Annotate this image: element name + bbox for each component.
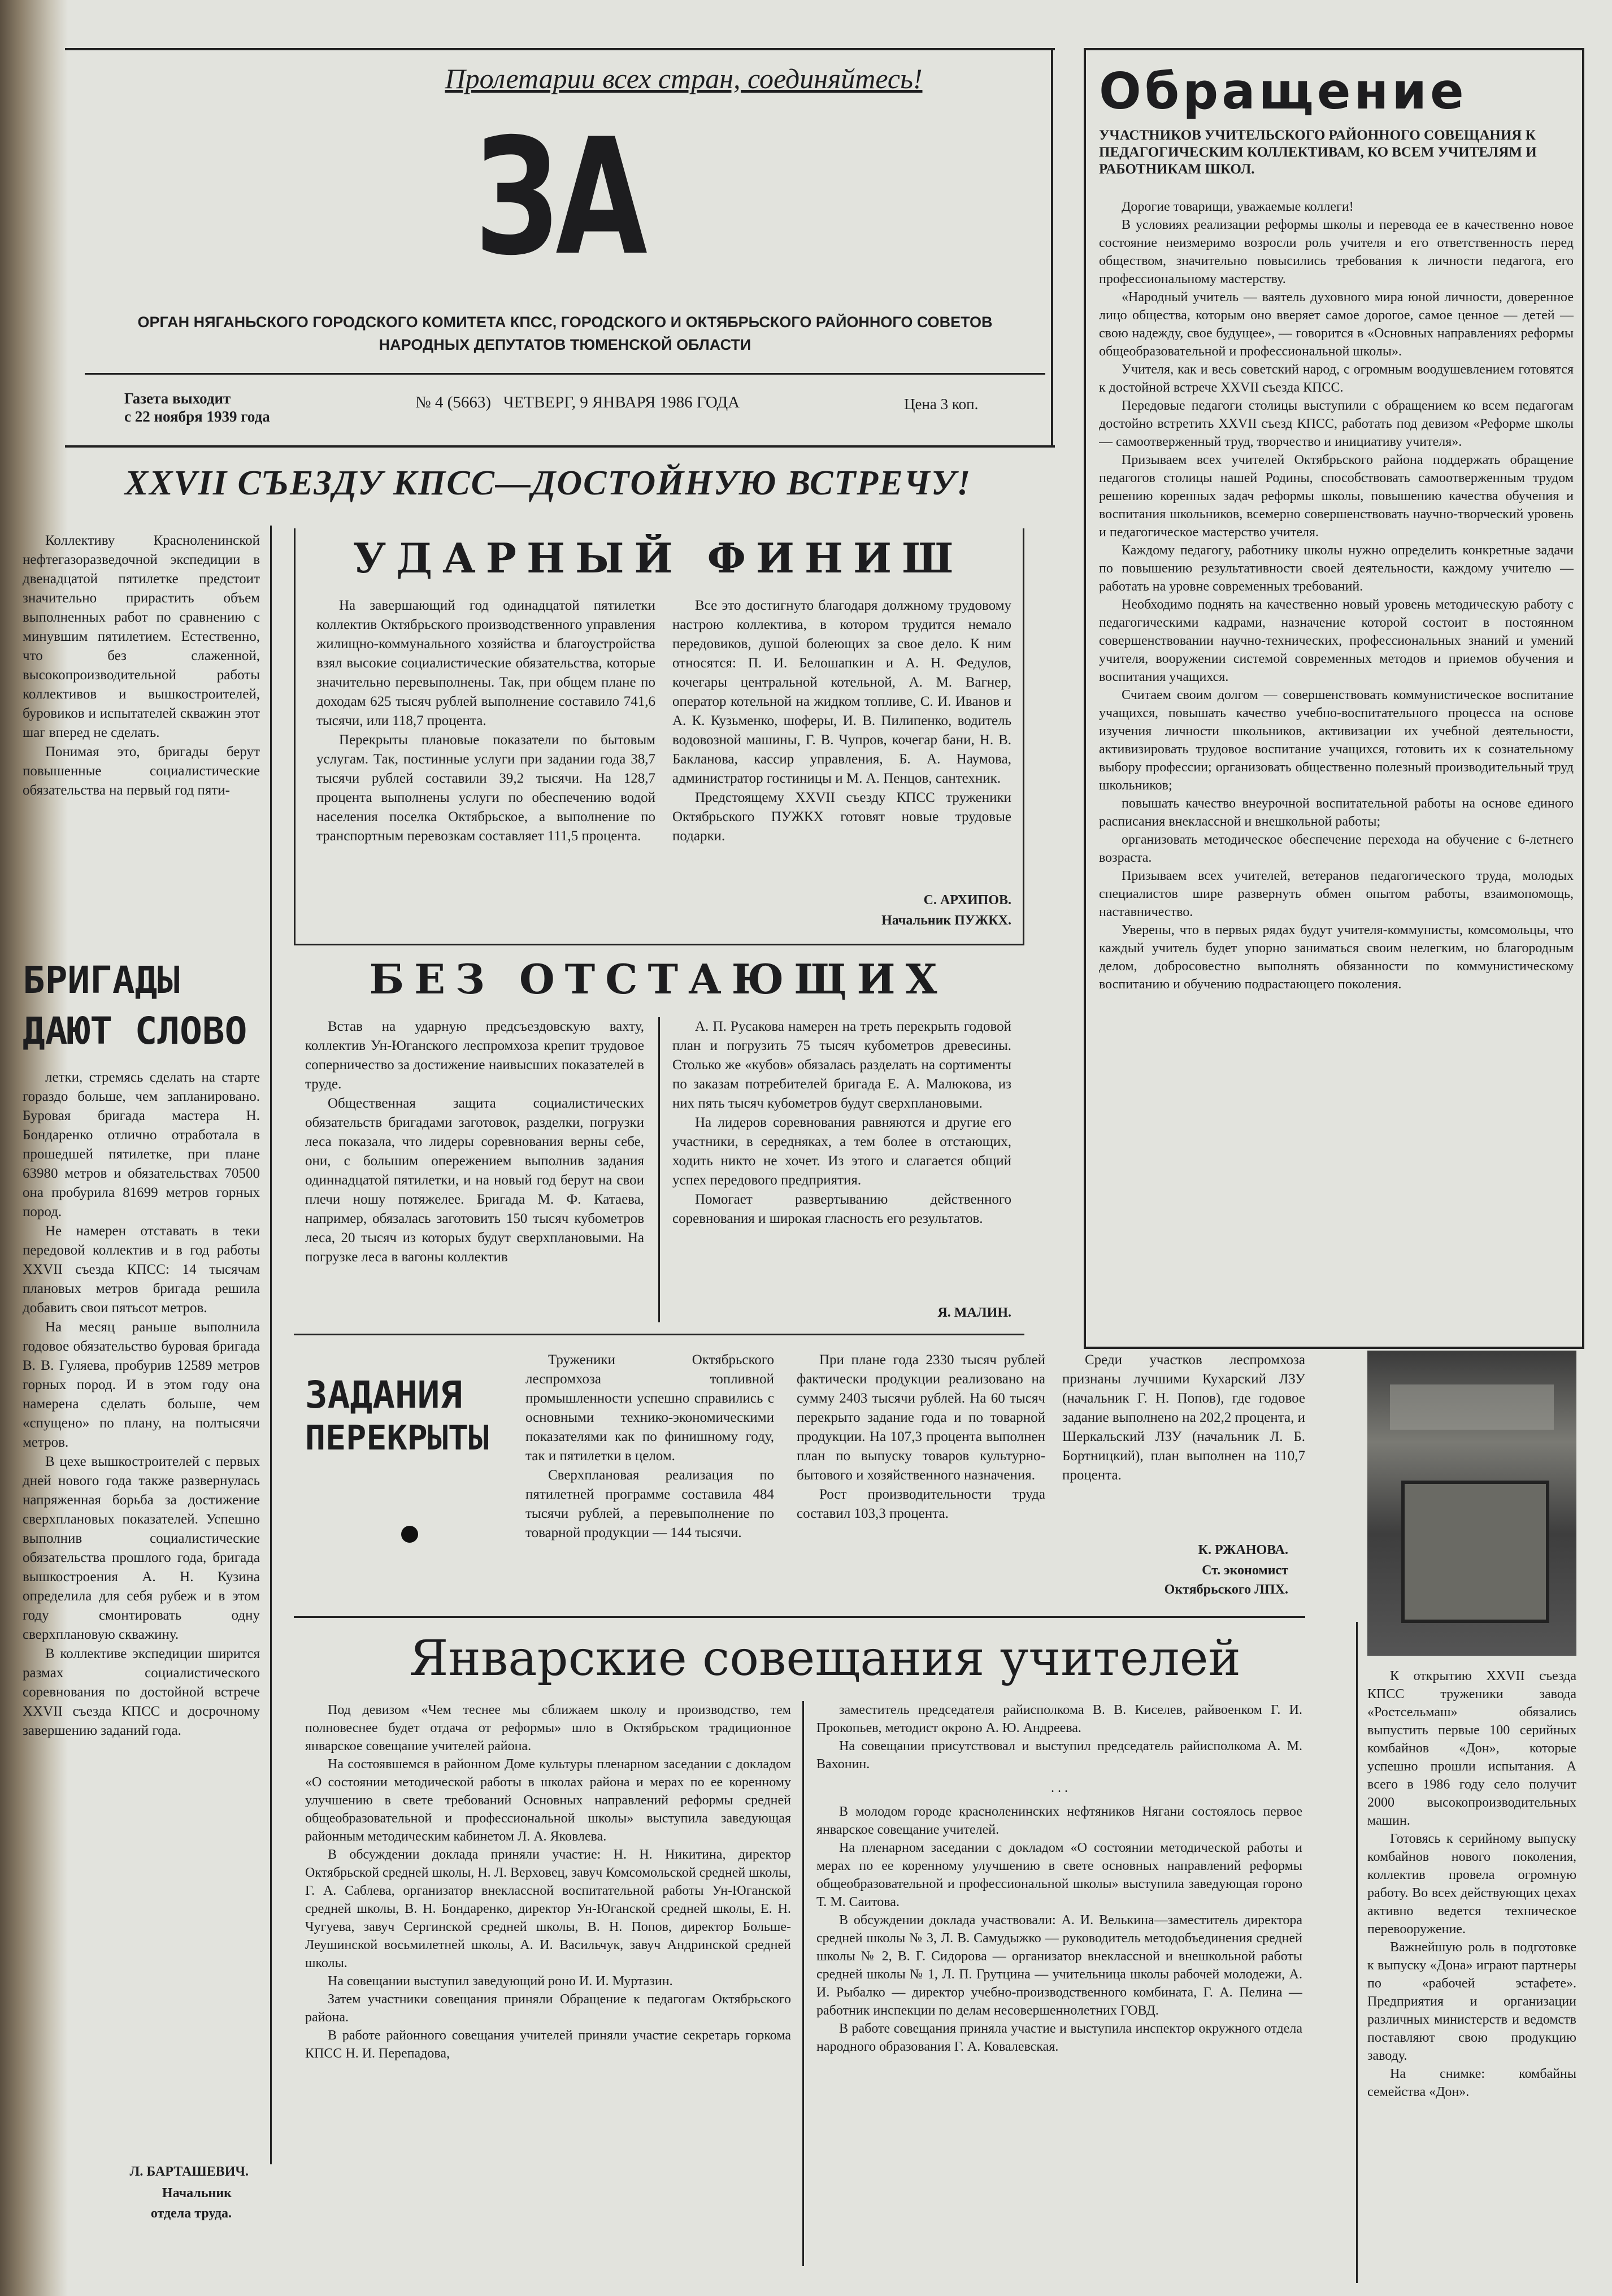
finish-box-bottom-rule	[294, 944, 1024, 945]
masthead-right-rule	[1051, 48, 1053, 446]
appeal-paragraph: организовать методическое обеспечение перехода на обучение с 6-летнего возраста.	[1099, 832, 1574, 865]
issue-price: Цена 3 коп.	[904, 396, 979, 413]
no-laggards-paragraph: На лидеров соревнования равняются и другие его участники, в середняках, а тем более в отстающих, ходить никто не хочет. Из этого и слагается общий успех передового предприятия.	[672, 1115, 1011, 1188]
left-column-signature: Л. БАРТАШЕВИЧ.	[129, 2164, 249, 2179]
appeal-paragraph: Призываем всех учителей, ветеранов педагогического труда, молодых специалистов шире развернуть обмен опытом работы, взаимопомощь, наставничество.	[1099, 869, 1574, 919]
appeal-body	[1099, 198, 1574, 1334]
no-laggards-paragraph: Помогает развертыванию действенного соревнования и широкая гласность его результатов.	[672, 1192, 1011, 1226]
no-laggards-paragraph: Встав на ударную предсъездовскую вахту, коллектив Ун-Юганского леспромхоза крепит трудовое соперничество за достижение наивысших показателей в труде.	[305, 1019, 644, 1092]
masthead-subtitle-line1: ОРГАН НЯГАНЬСКОГО ГОРОДСКОГО КОМИТЕТА КПСС, ГОРОДСКОГО И ОКТЯБРЬСКОГО РАЙОННОГО СОВЕТОВ	[137, 314, 993, 331]
teachers-column-2	[816, 1701, 1302, 2283]
finish-column-1	[316, 596, 655, 935]
left-intro-paragraph: Коллективу Красноленинской нефтегазоразведочной экспедиции в двенадцатой пятилетке предстоит значительно прирастить объем выполненных работ по сравнению с минувшим пятилетием. Естественно, что без слаженной, высокопроизводительной работы коллективов и вышкостроителей, буровиков и испытателей скважин этот шаг вперед не сделать.	[23, 533, 260, 740]
finish-paragraph: Предстоящему XXVII съезду КПСС труженики Октябрьского ПУЖКХ готовят новые трудовые подарки.	[672, 790, 1011, 844]
appeal-paragraph: «Народный учитель — ваятель духовного мира юной личности, доверенное лицо общества, которым оно вверяет самое дорогое, самое ценное — детей — свою надежду, свое будущее», — говорится в «Основных направлениях реформы общеобразовательной и профессиональной школы».	[1099, 290, 1574, 359]
no-laggards-column-divider	[658, 1017, 660, 1322]
tasks-paragraph: Сверхплановая реализация по пятилетней программе составила 484 тысячи рублей, а перевыполнение по товарной продукции — 144 тысячи.	[525, 1468, 774, 1540]
photo-caption-paragraph: На снимке: комбайны семейства «Дон».	[1367, 2067, 1576, 2099]
finish-signature: С. АРХИПОВ.	[923, 893, 1011, 908]
teachers-paragraph: На пленарном заседании с докладом «О состоянии методической работы и мерах по ее коренному улучшению в свете основных направлений реформы общеобразовательной и профессиональной школы» выступила заведующая гороно Т. М. Саитова.	[816, 1841, 1302, 1909]
appeal-left-rule	[1084, 48, 1086, 1348]
bullet-dot-icon	[401, 1526, 418, 1543]
appeal-paragraph: Учителя, как и весь советский народ, с огромным воодушевлением готовятся к достойной встрече XXVII съезда КПСС.	[1099, 362, 1574, 395]
appeal-paragraph: повышать качество внеурочной воспитательной работы на основе единого расписания внеклассной и внешкольной работы;	[1099, 796, 1574, 829]
left-body-paragraph: На месяц раньше выполнила годовое обязательство буровая бригада В. В. Гуляева, пробурив 12589 метров горных пород. И в этом году она намерена сделать больше, чем «спущено» по плану, на полтысячи метров.	[23, 1320, 260, 1450]
teachers-column-1	[305, 1701, 791, 2283]
left-body-paragraph: Не намерен отставать в теки передовой коллектив и в год работы XXVII съезда КПСС: 14 тысячам плановых метров бригада решила добавить свои пятьсот метров.	[23, 1223, 260, 1316]
tasks-heading-line1: ЗАДАНИЯ	[305, 1373, 463, 1417]
teachers-right-divider	[1356, 1622, 1358, 2283]
finish-paragraph: Все это достигнуто благодаря должному трудовому настрою коллектива, в котором трудится немало передовиков, душой болеющих за свое дело. К ним относятся: П. И. Белошапкин и А. Н. Федулов, кочегары центральной котельной, А. М. Вагнер, оператор котельной на жидком топливе, С. И. Иванов и А. К. Кузьменко, шоферы, И. В. Пилипенко, водитель водовозной машины, Г. В. Чупров, кочегар бани, Н. В. Бакланова, кассир управления, Б. А. Наумова, администратор гостиницы и М. А. Пенцов, сантехник.	[672, 598, 1011, 786]
left-column-heading: БРИГАДЫ ДАЮТ СЛОВО	[23, 958, 247, 1053]
publication-since-line2: с 22 ноября 1939 года	[124, 408, 270, 425]
finish-column-2	[672, 596, 1011, 879]
tasks-heading-line2: ПЕРЕКРЫТЫ	[305, 1418, 489, 1458]
tasks-column-1	[525, 1351, 774, 1611]
tasks-signature-title: Октябрьского ЛПХ.	[1164, 1582, 1288, 1597]
no-laggards-paragraph: А. П. Русакова намерен на треть перекрыть годовой план и погрузить 75 тысяч кубометров древесины. Столько же «кубов» обязалась разделать на сортименты по заказам потребителей бригада Е. А. Малюкова, из них пять тысяч кубометров будут сверхплановыми.	[672, 1019, 1011, 1111]
left-body-paragraph: В цехе вышкостроителей с первых дней нового года также развернулась напряженная борьба за достижение сверхплановых показателей. Успешно выполнив социалистические обязательства прошлого года, бригада вышкостроения А. Н. Кузина определила для себя рубеж и в этом году смонтировать одну сверхплановую скважину.	[23, 1454, 260, 1642]
left-body-paragraph: летки, стремясь сделать на старте гораздо больше, чем запланировано. Буровая бригада мастера Н. Бондаренко отлично отработала в прошедшей пятилетке, при плане 63980 метров и обязательствах 70500 она пробурила 81699 метров горных пород.	[23, 1070, 260, 1219]
tasks-paragraph: Труженики Октябрьского леспромхоза топливной промышленности успешно справились с основными технико-экономическими показателями как по финишному году, так и пятилетки в целом.	[525, 1352, 774, 1464]
left-column-signature-title: Начальник	[162, 2186, 232, 2200]
teachers-paragraph: В обсуждении доклада участвовали: А. И. Велькина—заместитель директора средней школы № 3, Л. В. Самудыжко — руководитель методобъединения средней школы № 2, В. Г. Сидорова — организатор внеклассной и внешкольной работы средней школы № 1, Л. П. Грутцина — учительница школы рабочей молодежи, А. И. Рыбалко — директор учебно-производственного комбината, Г. А. Пелина — работник инспекции по делам несовершеннолетних ГОВД.	[816, 1913, 1302, 2018]
masthead-slogan: Пролетарии всех стран, соединяйтесь!	[445, 63, 923, 94]
combine-harvester-photo	[1367, 1351, 1576, 1656]
appeal-subheading: УЧАСТНИКОВ УЧИТЕЛЬСКОГО РАЙОННОГО СОВЕЩАНИЯ К ПЕДАГОГИЧЕСКИМ КОЛЛЕКТИВАМ, КО ВСЕМ УЧИТЕЛЯМ И РАБОТНИКАМ ШКОЛ.	[1099, 128, 1537, 177]
teachers-heading: Январские совещания учителей	[409, 1630, 1241, 1687]
appeal-paragraph: В условиях реализации реформы школы и перевода ее в качественно новое состояние неизмеримо возросли роль учителя и его ответственность перед обществом, значительно повысились требования к личности педагога, его профессиональному мастерству.	[1099, 218, 1574, 287]
finish-box-left-rule	[294, 528, 296, 944]
left-intro-paragraph: Понимая это, бригады берут повышенные социалистические обязательства на первый год пяти-	[23, 744, 260, 798]
finish-paragraph: Перекрыты плановые показатели по бытовым услугам. Так, постинные услуги при задании года 38,7 тысячи рублей составили 39,2 тысячи. На 128,7 процента выполнены услуги по обеспечению водой населения поселка Октябрьское, а выполнение по транспортным перевозкам составляет 111,5 процента.	[316, 732, 655, 844]
no-laggards-column-1	[305, 1017, 644, 1322]
teachers-separator: . . .	[1051, 1781, 1068, 1795]
masthead-top-rule	[65, 48, 1055, 50]
left-column-divider	[270, 526, 272, 2164]
teachers-paragraph: На совещании выступил заведующий роно И. И. Муртазин.	[328, 1974, 673, 1989]
tasks-signature-title: Ст. экономист	[1202, 1563, 1288, 1578]
finish-box-right-rule	[1023, 528, 1024, 944]
masthead-bottom-rule	[65, 445, 1055, 448]
tasks-signature: К. РЖАНОВА.	[1198, 1543, 1288, 1557]
teachers-paragraph: заместитель председателя райисполкома В. В. Киселев, райвоенком Г. И. Прокопьев, методист окроно А. Ю. Андреева.	[816, 1703, 1302, 1735]
left-column-signature-title: отдела труда.	[150, 2206, 232, 2221]
no-laggards-bottom-rule	[294, 1334, 1024, 1335]
left-body-paragraph: В коллективе экспедиции ширится размах социалистического соревнования по достойной встрече XXVII съезда КПСС и досрочному завершению заданий года.	[23, 1646, 260, 1738]
tasks-bottom-rule	[294, 1616, 1305, 1618]
appeal-paragraph: Призываем всех учителей Октябрьского района поддержать обращение педагогов столицы нашей Родины, способствовать самоотверженным трудом решению коренных задач реформы школы, повышению качества обучения и воспитания школьников, всемерно совершенствовать научно-творческий уровень и педагогическое мастерство учителя.	[1099, 453, 1574, 540]
appeal-top-rule	[1084, 48, 1584, 50]
no-laggards-paragraph: Общественная защита социалистических обязательств бригадами заготовок, разделки, погрузки леса показала, что лидеры соревнования верны себе, они, с большим опережением выполнив задания одиннадцатой пятилетки, и на новый год берут на свои плечи ношу потяжелее. Бригада М. Ф. Катаева, например, обязалась заготовить 150 тысяч кубометров леса, 20 тысяч из которых будут сверхплановыми. На погрузке леса в вагоны коллектив	[305, 1096, 644, 1265]
teachers-paragraph: На совещании присутствовал и выступил председатель райисполкома А. М. Вахонин.	[816, 1739, 1302, 1772]
teachers-paragraph: В работе совещания приняла участие и выступила инспектор окружного отдела народного образования Г. А. Ковалевская.	[816, 2021, 1302, 2054]
photo-caption-paragraph: К открытию XXVII съезда КПСС труженики завода «Ростсельмаш» обязались выпустить первые 100 серийных комбайнов «Дон», которые успешно прошли испытания. А всего в 1986 году село получит 2000 высокопроизводительных машин.	[1367, 1669, 1576, 1828]
appeal-heading: Обращение	[1099, 62, 1467, 120]
finish-signature-title: Начальник ПУЖКХ.	[881, 913, 1011, 928]
appeal-right-rule	[1582, 48, 1584, 1348]
teachers-paragraph: Под девизом «Чем теснее мы сближаем школу и производство, тем полновеснее будет отдача от реформы» шло в Октябрьском традиционное январское совещание учителей района.	[305, 1703, 791, 1754]
teachers-paragraph: В молодом городе красноленинских нефтяников Нягани состоялось первое январское совещание учителей.	[816, 1804, 1302, 1837]
masthead-title: ЗА	[475, 103, 644, 291]
no-laggards-signature: Я. МАЛИН.	[937, 1305, 1011, 1320]
photo-banner-shape	[1390, 1384, 1554, 1430]
teachers-paragraph: В обсуждении доклада приняли участие: Н. Н. Никитина, директор Октябрьской средней школы, Н. Л. Верховец, завуч Комсомольской средней школы, Г. А. Саблева, организатор внеклассной воспитательной работы Ун-Юганской средней школы, В. Н. Бондаренко, директор Ун-Юганской средней школы, Е. Н. Чугуева, завуч Сергинской средней школы, В. Н. Попов, директор Больше-Леушинской восьмилетней школы, А. И. Васильчук, завуч Андринской средней школы.	[305, 1847, 791, 1971]
tasks-column-2	[797, 1351, 1045, 1611]
tasks-column-3	[1062, 1351, 1305, 1543]
masthead-info-rule	[85, 373, 1045, 375]
teachers-column-divider	[802, 1701, 804, 2266]
tasks-paragraph: Среди участков леспромхоза признаны лучшими Кухарский ЛЗУ (начальник Г. Н. Попов), где годовое задание выполнено на 202,2 процента, и Шеркальский ЛЗУ (начальник Л. Б. Бортницкий), план выполнен на 110,7 процента.	[1062, 1352, 1305, 1483]
teachers-paragraph: В работе районного совещания учителей приняли участие секретарь горкома КПСС Н. И. Перепадова,	[305, 2028, 791, 2061]
appeal-bottom-rule	[1084, 1347, 1584, 1349]
no-laggards-column-2	[672, 1017, 1011, 1288]
masthead-subtitle-line2: НАРОДНЫХ ДЕПУТАТОВ ТЮМЕНСКОЙ ОБЛАСТИ	[379, 336, 751, 353]
photo-machine-shape	[1401, 1481, 1549, 1623]
banner-headline: XXVII СЪЕЗДУ КПСС—ДОСТОЙНУЮ ВСТРЕЧУ!	[124, 464, 972, 502]
finish-heading: УДАРНЫЙ ФИНИШ	[353, 534, 964, 582]
appeal-paragraph: Необходимо поднять на качественно новый уровень методическую работу с педагогическими кадрами, назначение которой состоит в постоянном совершенствовании научно-технических, профессиональных знаний и умений учителя, вооружении системой современных методов и приемов обучения и воспитания учащихся.	[1099, 597, 1574, 684]
appeal-paragraph: Уверены, что в первых рядах будут учителя-коммунисты, комсомольцы, что каждый учитель будет упорно заниматься своим нелегким, но благородным делом, добросовестно выполнять обязанности по коммунистическому воспитанию и обучению подрастающего поколения.	[1099, 923, 1574, 992]
finish-paragraph: На завершающий год одинадцатой пятилетки коллектив Октябрьского производственного управления жилищно-коммунального хозяйства и благоустройства взял высокие социалистические обязательства, которые значительно перевыполнены. Так, при общем плане по доходам 625 тысяч рублей выполнение составило 741,6 тысячи, или 118,7 процента.	[316, 598, 655, 728]
issue-number-date: № 4 (5663) ЧЕТВЕРГ, 9 ЯНВАРЯ 1986 ГОДА	[415, 393, 740, 411]
tasks-paragraph: При плане года 2330 тысяч рублей фактически продукции реализовано на сумму 2403 тысячи рублей. На 60 тысяч перекрыто задание года и по товарной продукции. На 107,3 процента выполнен план по выпуску товаров культурно-бытового и хозяйственного назначения.	[797, 1352, 1045, 1483]
publication-since-line1: Газета выходит	[124, 390, 231, 407]
left-column-intro	[23, 531, 260, 938]
appeal-paragraph: Передовые педагоги столицы выступили с обращением ко всем педагогам достойно встретить XXVII съезд КПСС, работать под девизом «Реформе школы — самоотверженный труд, творчество и инициативу учителя».	[1099, 398, 1574, 449]
photo-caption-paragraph: Готовясь к серийному выпуску комбайнов нового поколения, коллектив провела огромную работу. Во всех действующих цехах активно ведется техническое перевооружение.	[1367, 1831, 1576, 1937]
appeal-paragraph: Дорогие товарищи, уважаемые коллеги!	[1122, 199, 1354, 214]
tasks-paragraph: Рост производительности труда составил 103,3 процента.	[797, 1487, 1045, 1521]
appeal-paragraph: Каждому педагогу, работнику школы нужно определить конкретные задачи по повышению результативности своей деятельности, каждому учителю — работать на уровне современных требований.	[1099, 543, 1574, 594]
teachers-paragraph: Затем участники совещания приняли Обращение к педагогам Октябрьского района.	[305, 1992, 791, 2025]
photo-caption-paragraph: Важнейшую роль в подготовке к выпуску «Дона» играют партнеры по «рабочей эстафете». Предприятия и организации различных министерств и ведомств поставляют свою продукцию заводу.	[1367, 1940, 1576, 2063]
no-laggards-heading: БЕЗ ОТСТАЮЩИХ	[369, 955, 948, 1003]
teachers-paragraph: На состоявшемся в районном Доме культуры пленарном заседании с докладом «О состоянии методической работы в школах района и мерах по ее коренному улучшению в свете требований Основных направлений реформы средней общеобразовательной и профессиональной школы» выступила заведующая районным методическим кабинетом Л. А. Яковлева.	[305, 1757, 791, 1844]
appeal-paragraph: Считаем своим долгом — совершенствовать коммунистическое воспитание учащихся, повышать качество учебно-воспитательного процесса на основе изучения личности школьников, активизации их учебной деятельности, активизировать трудовое воспитание учащихся, готовить их к сознательному выбору профессии; организовать общественно полезный производительный труд школьников;	[1099, 688, 1574, 793]
photo-caption	[1367, 1667, 1576, 2232]
left-column-body	[23, 1068, 260, 2159]
